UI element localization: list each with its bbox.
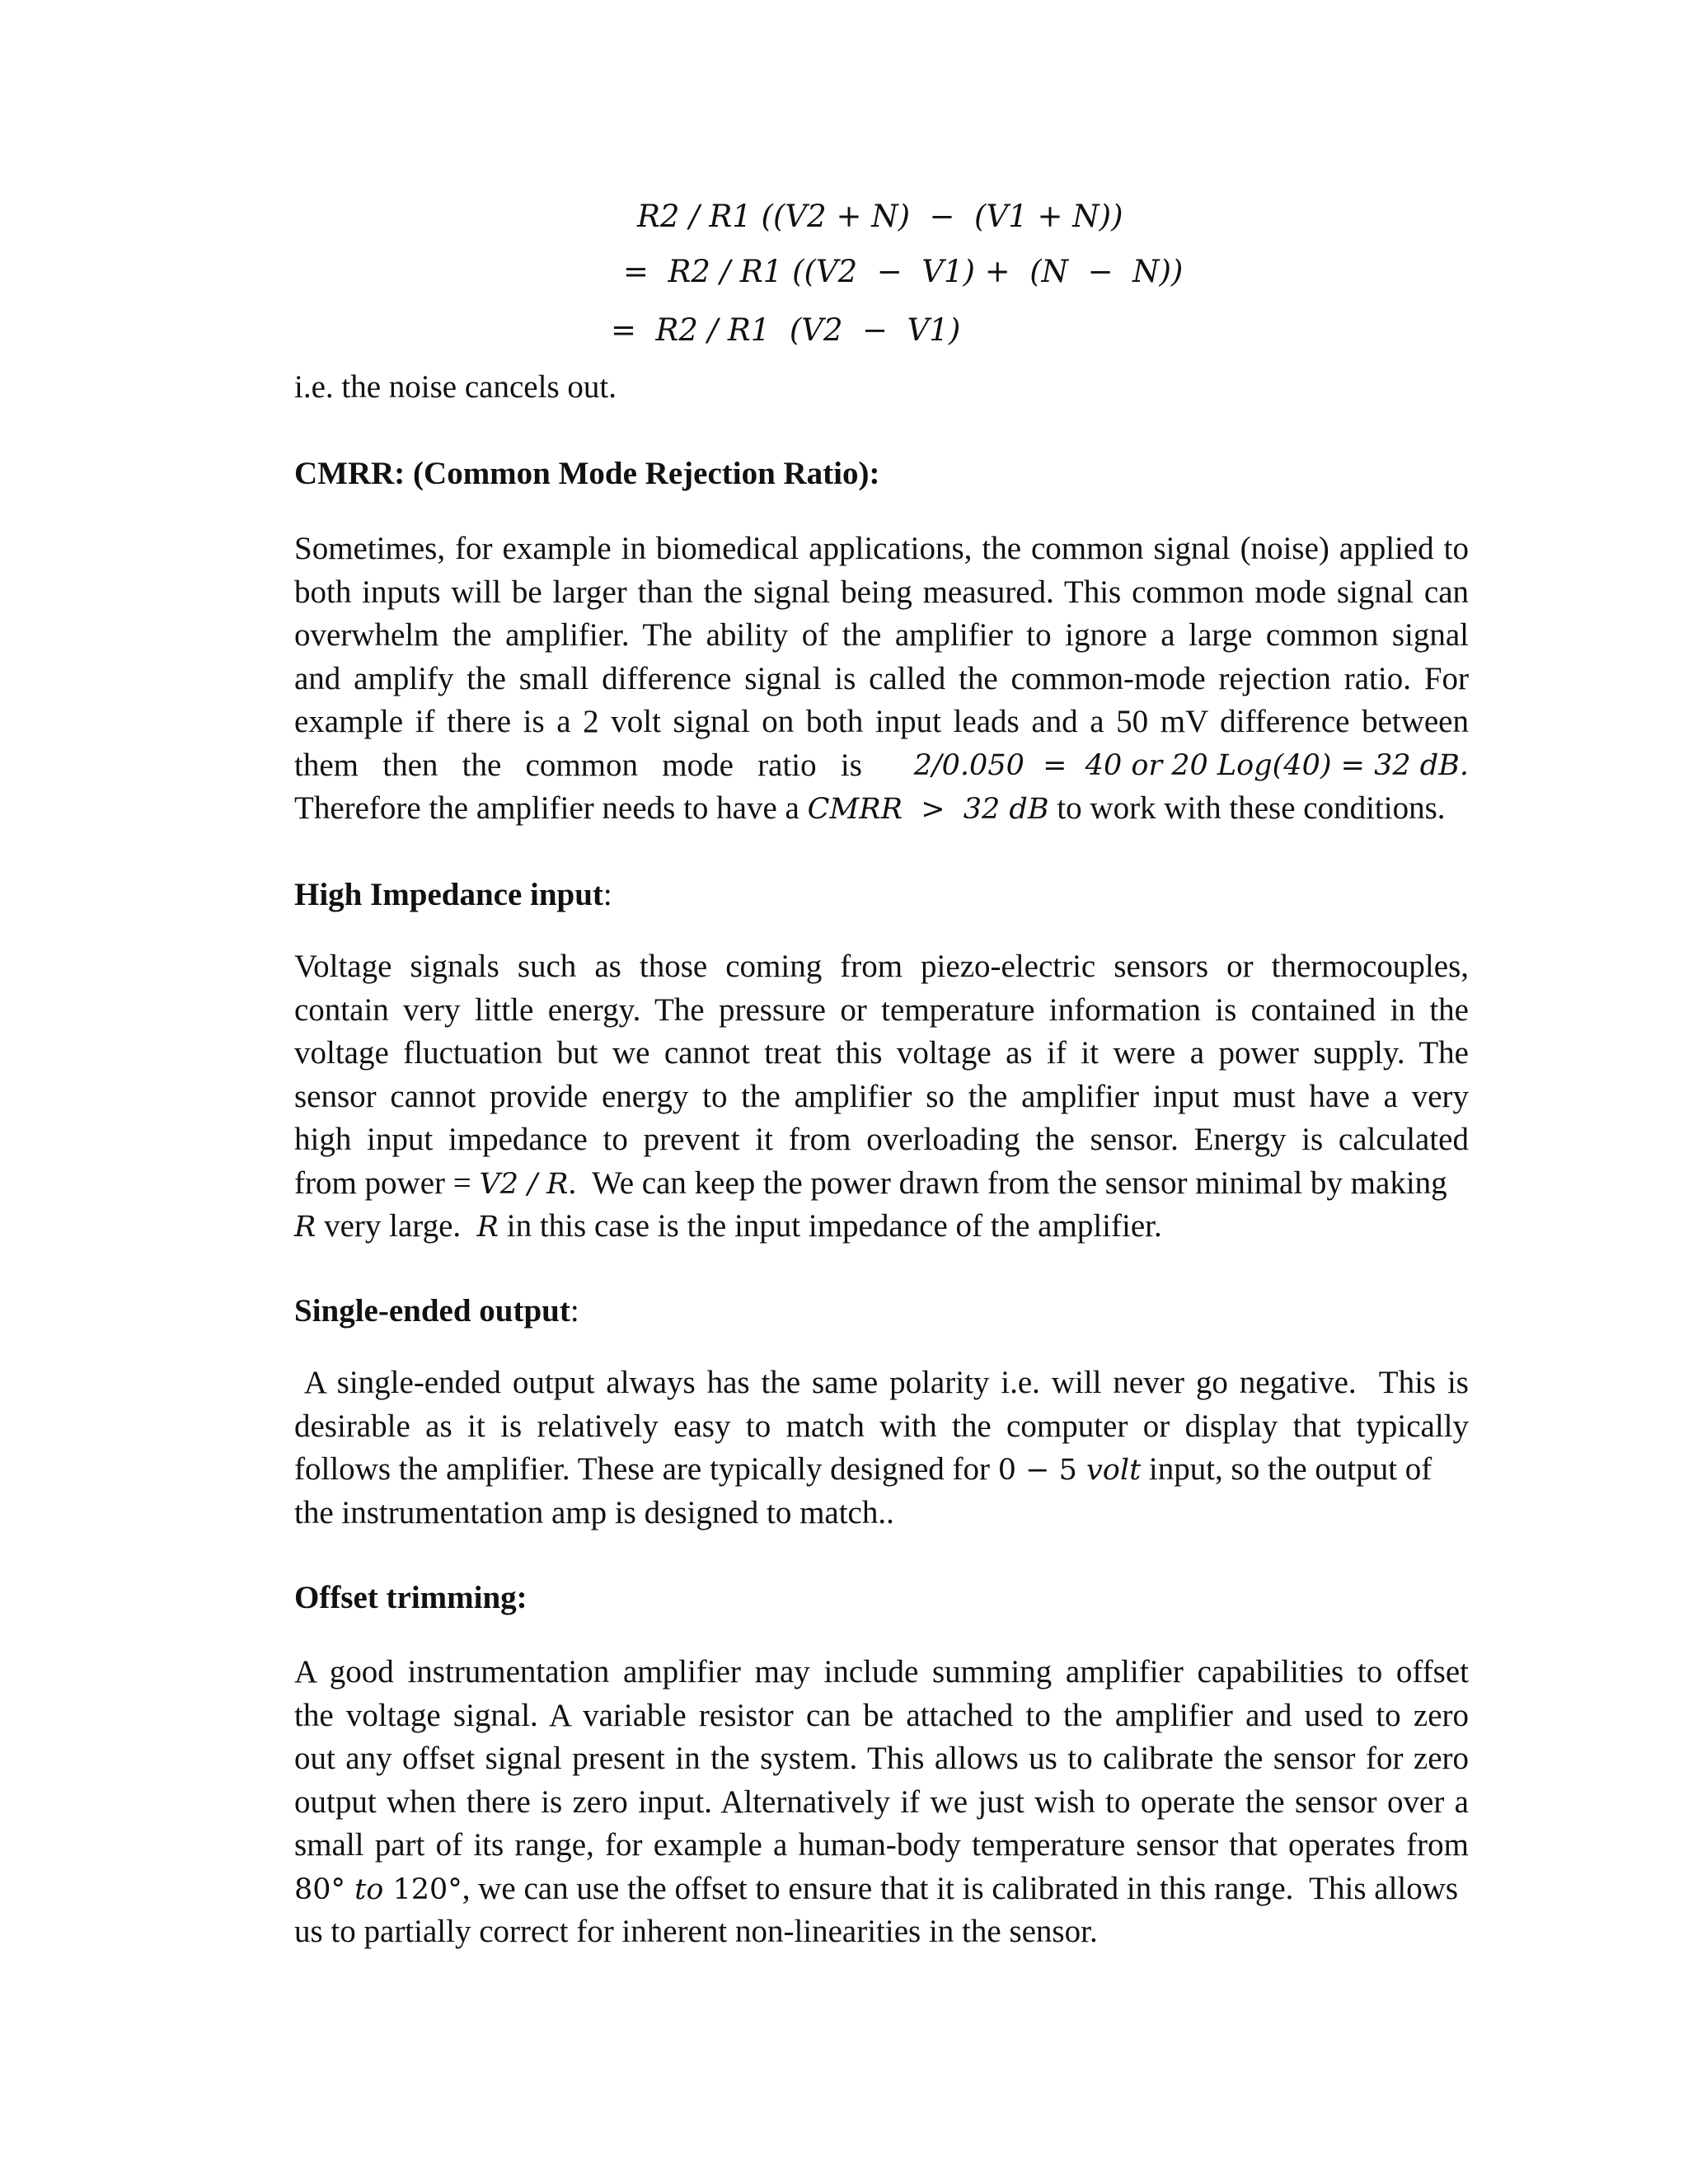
offset-line-6 [294, 1868, 1469, 1911]
single-ended-paragraph [294, 1361, 1469, 1535]
impedance-line-1: Voltage signals such as those coming from piezo-electric sensors or thermocouples, [294, 949, 1469, 984]
equation-line-1: R2 / R1 ((V2 + N) − (V1 + N)) [637, 199, 1123, 234]
impedance-line-7 [294, 1205, 1469, 1249]
offset-line-5: small part of its range, for example a human-body temperature sensor that operates from [294, 1827, 1469, 1863]
volt-unit-math: volt [1086, 1454, 1142, 1487]
resistance-symbol-2: R [476, 1211, 499, 1244]
impedance-line-7-mid: very large. [316, 1208, 477, 1244]
cmrr-line-6-text: them then the common mode ratio is [294, 747, 862, 783]
impedance-line-5: high input impedance to prevent it from overloading the sensor. Energy is calculated [294, 1122, 1469, 1157]
offset-paragraph [294, 1651, 1469, 1954]
offset-line-1: A good instrumentation amplifier may include summing amplifier capabilities to offset [294, 1654, 1469, 1690]
impedance-heading [294, 874, 612, 916]
offset-line-3: out any offset signal present in the system. This allows us to calibrate the sensor for zero [294, 1741, 1469, 1776]
single-ended-heading-colon: : [570, 1293, 579, 1329]
single-line-1: A single-ended output always has the same polarity i.e. will never go negative. This is [294, 1365, 1469, 1400]
offset-line-6-post: , we can use the offset to ensure that it is calibrated in this range. This allows [462, 1870, 1459, 1906]
equation-line-3: = R2 / R1 (V2 − V1) [611, 312, 961, 348]
impedance-heading-text: High Impedance input [294, 877, 603, 912]
single-ended-heading [294, 1290, 579, 1333]
offset-heading [294, 1577, 528, 1619]
cmrr-line-7-pre: Therefore the amplifier needs to have a [294, 790, 808, 826]
cmrr-line-4: and amplify the small difference signal is called the common-mode rejection ratio. For [294, 660, 1469, 696]
noise-cancels-line: i.e. the noise cancels out. [294, 369, 617, 405]
impedance-line-2: contain very little energy. The pressure or temperature information is contained in the [294, 991, 1469, 1028]
cmrr-paragraph [294, 527, 1469, 831]
impedance-line-7-post: in this case is the input impedance of the amplifier. [499, 1208, 1162, 1244]
voltage-range-math: 0 − 5 [997, 1454, 1087, 1487]
temp-to-math: to [354, 1872, 384, 1906]
cmrr-line-7 [294, 787, 1469, 831]
single-line-3-post: input, so the output of [1141, 1451, 1432, 1487]
offset-heading-text: Offset trimming: [294, 1580, 528, 1615]
impedance-line-6-pre: from power = [294, 1165, 480, 1201]
cmrr-line-5: example if there is a 2 volt signal on both input leads and a 50 mV difference between [294, 704, 1469, 739]
impedance-line-6-post: . We can keep the power drawn from the sensor minimal by making [568, 1165, 1447, 1201]
impedance-line-3: voltage fluctuation but we cannot treat this voltage as if it were a power supply. The [294, 1035, 1469, 1071]
single-line-2: desirable as it is relatively easy to match with the computer or display that typically [294, 1408, 1469, 1444]
temp-low-math: 80° [294, 1872, 355, 1906]
power-formula-math: V2 / R [479, 1167, 569, 1201]
single-line-3-pre: follows the amplifier. These are typically designed for [294, 1451, 998, 1487]
single-line-3 [294, 1448, 1469, 1492]
cmrr-heading [294, 452, 879, 495]
offset-line-4: output when there is zero input. Alternatively if we just wish to operate the sensor over a [294, 1783, 1469, 1820]
cmrr-condition-math: CMRR > 32 dB [807, 793, 1049, 826]
cmrr-line-2: both inputs will be larger than the signal being measured. This common mode signal can [294, 574, 1469, 610]
equation-line-2: = R2 / R1 ((V2 − V1) + (N − N)) [623, 254, 1184, 289]
single-line-4: the instrumentation amp is designed to match.. [294, 1494, 894, 1530]
cmrr-line-7-post: to work with these conditions. [1048, 790, 1446, 826]
cmrr-line-6 [294, 744, 1469, 788]
single-ended-heading-text: Single-ended output [294, 1293, 570, 1329]
offset-line-7: us to partially correct for inherent non-linearities in the sensor. [294, 1914, 1098, 1949]
resistance-symbol-1: R [294, 1211, 316, 1244]
offset-line-2: the voltage signal. A variable resistor can be attached to the amplifier and used to zero [294, 1697, 1469, 1733]
impedance-paragraph [294, 945, 1469, 1249]
cmrr-line-1: Sometimes, for example in biomedical applications, the common signal (noise) applied to [294, 531, 1469, 566]
impedance-line-6 [294, 1162, 1469, 1206]
cmrr-ratio-math: 2/0.050 = 40 or 20 Log(40) = 32 dB. [913, 748, 1469, 782]
cmrr-heading-text: CMRR: (Common Mode Rejection Ratio): [294, 456, 880, 491]
temp-high-math: 120° [383, 1872, 462, 1906]
cmrr-line-3: overwhelm the amplifier. The ability of the amplifier to ignore a large common signal [294, 617, 1469, 653]
impedance-heading-colon: : [603, 877, 612, 912]
impedance-line-4: sensor cannot provide energy to the amplifier so the amplifier input must have a very [294, 1078, 1469, 1114]
